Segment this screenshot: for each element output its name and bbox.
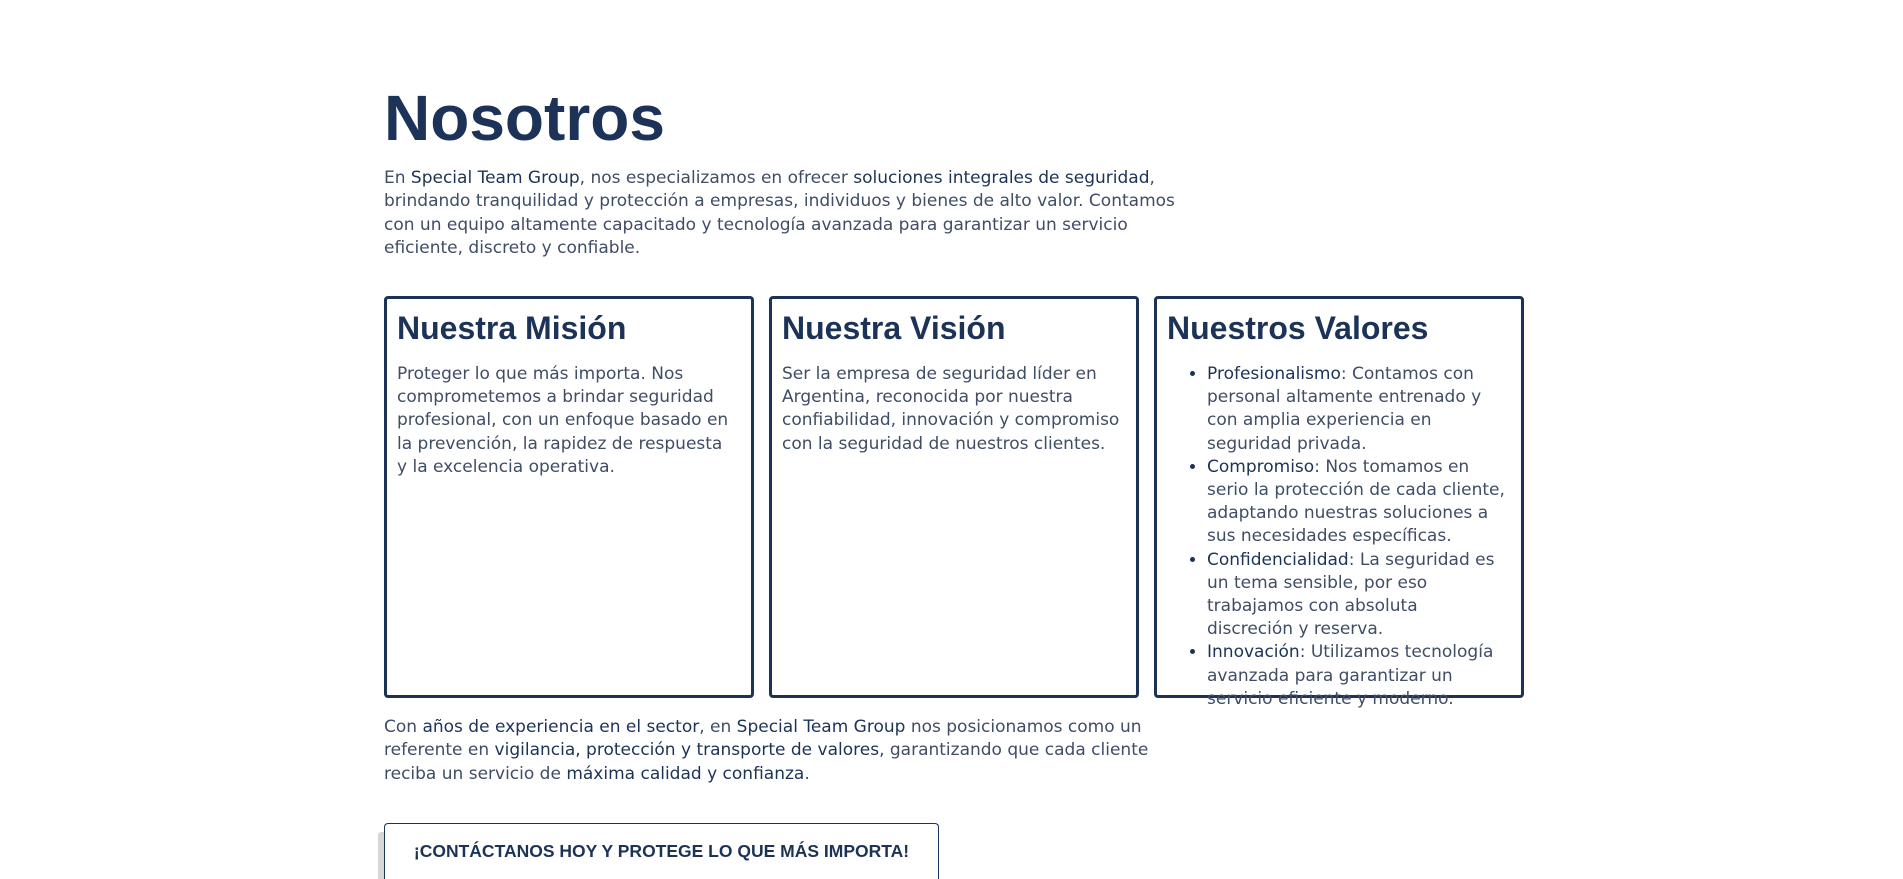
list-item: • Compromiso: Nos tomamos en serio la protección de cada cliente, adaptando nuestras soluciones a sus necesidades específicas.: [1207, 456, 1507, 549]
values-title: Nuestros Valores: [1167, 310, 1429, 346]
intro-highlight: soluciones integrales de seguridad: [853, 168, 1150, 188]
page-title: Nosotros: [384, 82, 665, 154]
mission-title: Nuestra Misión: [397, 310, 627, 346]
list-item: • Innovación: Utilizamos tecnología avanzada para garantizar un servicio eficiente y moderno.: [1207, 641, 1507, 711]
vision-card: [769, 296, 1139, 698]
vision-title: Nuestra Visión: [782, 310, 1006, 346]
intro-paragraph: En Special Team Group, nos especializamos en ofrecer soluciones integrales de seguridad, brindando tranquilidad y protección a empresas, individuos y bienes de alto valor. Contamos con un equipo altamente capacitado y tecnología avanzada para garantizar un servicio eficiente, discreto y confiable.: [384, 168, 1175, 258]
list-item: • Confidencialidad: La seguridad es un tema sensible, por eso trabajamos con absoluta discreción y reserva.: [1207, 549, 1507, 642]
list-item: • Profesionalismo: Contamos con personal altamente entrenado y con amplia experiencia en seguridad privada.: [1207, 363, 1507, 456]
mission-card: [384, 296, 754, 698]
mission-text: Proteger lo que más importa. Nos comprometemos a brindar seguridad profesional, con un enfoque basado en la prevención, la rapidez de respuesta y la excelencia operativa.: [397, 364, 729, 477]
outro-paragraph: Con años de experiencia en el sector, en Special Team Group nos posicionamos como un referente en vigilancia, protección y transporte de valores, garantizando que cada cliente reciba un servicio de máxima calidad y confianza.: [384, 717, 1149, 784]
contact-cta-button[interactable]: ¡CONTÁCTANOS HOY Y PROTEGE LO QUE MÁS IMPORTA!: [384, 823, 939, 879]
vision-text: Ser la empresa de seguridad líder en Argentina, reconocida por nuestra confiabilidad, innovación y compromiso con la seguridad de nuestros clientes.: [782, 364, 1120, 454]
cards-row: [384, 296, 1529, 709]
values-list: [1167, 363, 1507, 711]
company-name: Special Team Group: [410, 168, 580, 188]
values-card: [1154, 296, 1524, 709]
